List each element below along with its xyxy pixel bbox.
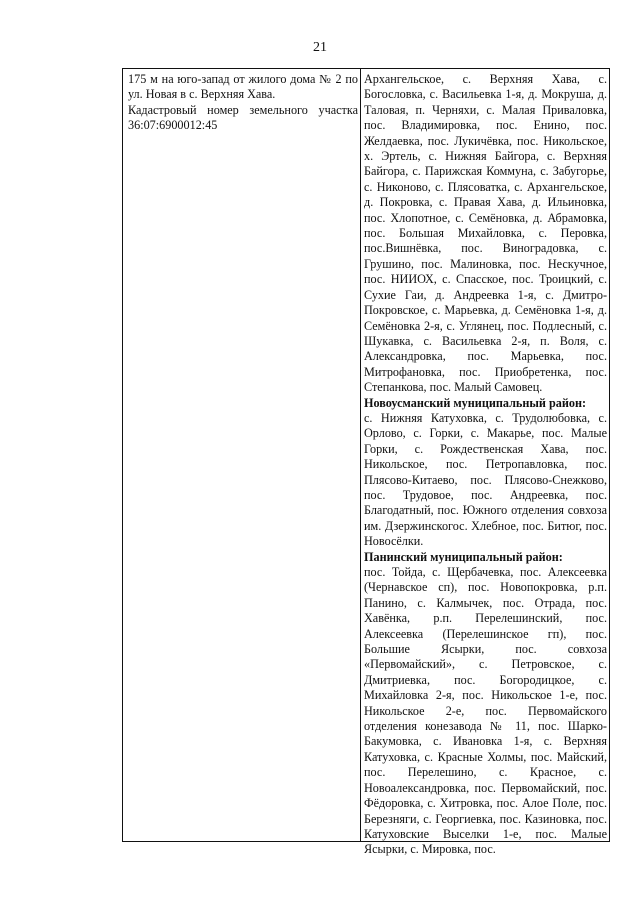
settlements-list-paninsky: пос. Тойда, с. Щербачевка, пос. Алексеевка (Чернавское сп), пос. Новопокровка, р.п. Панино, с. Калмычек, пос. Отрада, пос. Хавёнка, р.п. Перелешинский, пос. Алексеевка (Перелешинское гп), пос. Большие Ясырки, пос. совхоза «Первомайский», с. Петровское, с. Дмитриевка, пос. Богородицкое, с. Михайловка 2-я, пос. Никольское 1-е, пос. Никольское 2-е, пос. Первомайского отделения конезавода № 11, пос. Шарко-Бакумовка, с. Ивановка 1-я, с. Верхняя Катуховка, с. Красные Холмы, пос. Майский, пос. Перелешино, с. Красное, с. Новоалександровка, пос. Первомайский, пос. Фёдоровка, с. Хитровка, пос. Алое Поле, пос. Березняги, с. Георгиевка, пос. Казиновка, пос. Катуховские Выселки 1-е, пос. Малые Ясырки, с. Мировка, пос. bbox=[364, 565, 607, 857]
right-column bbox=[361, 69, 609, 857]
document-table bbox=[122, 68, 610, 857]
settlements-list: Архангельское, с. Верхняя Хава, с. Богословка, с. Васильевка 1-я, д. Мокруша, д. Таловая, п. Черняхи, с. Малая Приваловка, пос. Владимировка, пос. Енино, пос. Желдаевка, пос. Лукичёвка, пос. Никольское, х. Эртель, с. Нижняя Байгора, с. Верхняя Байгора, с. Парижская Коммуна, с. Забугорье, с. Никоново, с. Плясоватка, с. Архангельское, д. Покровка, с. Правая Хава, д. Ильиновка, пос. Хлопотное, с. Семёновка, д. Абрамовка, пос. Большая Михайловка, с. Перовка, пос.Вишнёвка, пос. Виноградовка, с. Грушино, пос. Малиновка, пос. Нескучное, пос. НИИОХ, с. Спасское, пос. Троицкий, с. Сухие Гаи, д. Андреевка 1-я, с. Дмитро-Покровское, с. Марьевка, д. Семёновка 1-я, д. Семёновка 2-я, с. Углянец, пос. Подлесный, с. Шукавка, с. Васильевка 2-я, п. Воля, с. Александровка, пос. Марьевка, пос. Митрофановка, пос. Приобретенка, пос. Степанкова, пос. Малый Самовец. bbox=[364, 72, 607, 395]
district-heading-novousmansky: Новоусманский муниципальный район: bbox=[364, 395, 587, 410]
page-number: 21 bbox=[313, 40, 327, 55]
location-description: 175 м на юго-запад от жилого дома № 2 по ул. Новая в с. Верхняя Хава. bbox=[128, 72, 358, 102]
left-column bbox=[123, 69, 361, 841]
cadastral-number: Кадастровый номер земельного участка 36:07:6900012:45 bbox=[128, 102, 358, 133]
settlements-list-novousmansky: с. Нижняя Катуховка, с. Трудолюбовка, с. Орлово, с. Горки, с. Макарье, пос. Малые Горки, с. Рождественская Хава, пос. Никольское, пос. Петропавловка, пос. Плясово-Китаево, пос. Плясово-Снежково, пос. Трудовое, пос. Андреевка, пос. Благодатный, пос. Южного отделения совхоза им. Дзержинскогос. Хлебное, пос. Битюг, пос. Новосёлки. bbox=[364, 410, 607, 549]
district-heading-paninsky: Панинский муниципальный район: bbox=[364, 549, 563, 564]
